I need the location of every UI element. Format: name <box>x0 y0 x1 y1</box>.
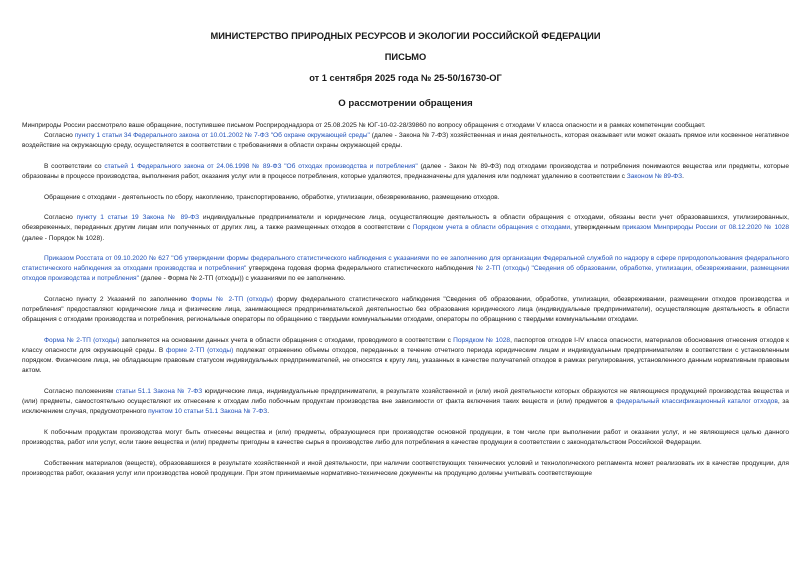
legal-reference-link[interactable]: пункту 1 статьи 19 Закона № 89-ФЗ <box>76 214 200 222</box>
legal-reference-link[interactable]: пунктом 10 статьи 51.1 Закона № 7-ФЗ <box>148 408 268 416</box>
paragraph-text: , паспортов отходов I-IV класса опасности, материалов обоснования отнесения отходов к классу опасности для окружающей среды. В <box>22 336 790 355</box>
body-paragraph <box>22 459 789 479</box>
paragraph-text: форму федерального статистического наблюдения "Сведения об образовании, обработке, утилизации, обезвреживании, размещении отходов производства и потребления" предоставляют юридические лица и физические лица, занимающиеся предпринимательской деятельностью без образования юридического лица (индивидуальные предприниматели), осуществляющие деятельность в области обращения с отходами производства и потребления, региональные операторы по обращению с твердыми коммунальными отходами, операторы по обращению с твердыми коммунальными отходами. <box>22 295 789 324</box>
body-paragraph <box>22 254 789 285</box>
legal-reference-link[interactable]: пункту 1 статьи 34 Федерального закона от 10.01.2002 № 7-ФЗ "Об охране окружающей среды" <box>74 132 370 140</box>
document-date-number: от 1 сентября 2025 года № 25-50/16730-ОГ <box>309 73 502 83</box>
legal-reference-link[interactable]: федеральный классификационный каталог отходов <box>616 398 778 406</box>
legal-reference-link[interactable]: Порядком № 1028 <box>453 336 511 344</box>
paragraph-text: (далее - Закон № 89-ФЗ) под отходами производства и потребления понимаются вещества или предметы, которые образованы в процессе производства, выполнения работ, оказания услуг или в процессе потребления, которые удаляются, предназначены для удаления или подлежат удалению в соответствии с <box>22 162 789 181</box>
legal-reference-link[interactable]: Приказом Росстата от 09.10.2020 № 627 "Об утверждении формы федерального статистического наблюдения с указаниями по ее заполнению для организации Федеральной службой по надзору в сфере природопользования федерального статистического наблюдения за отходами производства и потребления" <box>22 255 789 273</box>
legal-reference-link[interactable]: Порядком учета в области обращения с отходами <box>412 224 571 232</box>
paragraph-text: , утвержденным <box>570 224 623 232</box>
paragraph-text: утверждена годовая форма федерального статистического наблюдения <box>246 265 476 273</box>
paragraph-text: Собственник материалов (веществ), образовавшихся в результате хозяйственной и иной деятельности, при наличии соответствующих технических условий и технологического регламента может реализовать их в качестве продукции, для производства работ, оказания услуг или производства новой продукции. При этом принимаемые нормативно-технические документы на продукцию должны учитывать соответствующие <box>22 459 789 477</box>
paragraph-text: , за исключением случая, предусмотренного <box>22 398 789 416</box>
legal-reference-link[interactable]: приказом Минприроды России от 08.12.2020 № 1028 <box>622 224 789 232</box>
paragraph-text: подлежат отражению объемы отходов, переданных в течение отчетного периода юридическим лицам и индивидуальным предпринимателям в соответствии с установленным порядком. Физические лица, не обладающие правовым статусом индивидуальных предпринимателей, не относятся к кругу лиц, указанных в качестве получателей отходов в рамках регулирования, установленного данным нормативным правовым актом. <box>22 347 789 375</box>
document-body <box>22 121 789 479</box>
paragraph-text: Согласно <box>44 132 75 140</box>
legal-reference-link[interactable]: статьей 1 Федерального закона от 24.06.1998 № 89-ФЗ "Об отходах производства и потребления" <box>104 162 418 170</box>
body-paragraph <box>22 131 789 151</box>
body-paragraph <box>22 336 789 377</box>
paragraph-text: . <box>682 173 685 181</box>
paragraph-text: Согласно пункту 2 Указаний по заполнению <box>44 295 191 303</box>
document-subject: О рассмотрении обращения <box>338 98 473 109</box>
paragraph-text: (далее - Форма № 2-ТП (отходы)) с указаниями по ее заполнению. <box>138 275 346 283</box>
paragraph-text: Обращение с отходами - деятельность по сбору, накоплению, транспортированию, обработке, утилизации, обезвреживанию, размещению отходов. <box>44 193 500 201</box>
body-paragraph <box>22 428 789 448</box>
paragraph-text: (далее - Порядок № 1028). <box>22 234 105 242</box>
body-paragraph <box>22 213 789 244</box>
paragraph-text: Согласно положениям <box>44 387 116 395</box>
paragraph-text: В соответствии со <box>44 162 105 170</box>
paragraph-text: заполняется на основании данных учета в области обращения с отходами, проводимого в соответствии с <box>119 336 454 344</box>
paragraph-text: . <box>267 408 270 416</box>
paragraph-text: юридические лица, индивидуальные предприниматели, в результате хозяйственной и (или) иной деятельности которых образуются не являющиеся продукцией производства вещества и (или) предметы, самостоятельно осуществляют их отнесение к отходам либо побочным продуктам производства вне зависимости от факта включения таких веществ и (или) предметов в <box>22 387 789 406</box>
paragraph-text: индивидуальные предприниматели и юридические лица, осуществляющие деятельность в области обращения с отходами, обязаны вести учет образовавшихся, утилизированных, обезвреженных, переданных другим лицам или полученных от других лиц, а также размещенных отходов в соответствии с <box>22 214 789 232</box>
paragraph-text: К побочным продуктам производства могут быть отнесены вещества и (или) предметы, образующиеся при производстве основной продукции, в том числе при выполнении работ и оказании услуг, и не являющиеся целью данного производства, работ или услуг, если такие вещества и (или) предметы пригодны в качестве сырья в производстве либо для потребления в качестве продукции в соответствии с законодательством Российской Федерации. <box>22 428 789 447</box>
paragraph-text: (далее - Закона № 7-ФЗ) хозяйственная и иная деятельность, которая оказывает или может оказать прямое или косвенное негативное воздействие на окружающую среду, осуществляется в соответствии с требованиями в области охраны окружающей среды. <box>22 132 789 150</box>
body-paragraph <box>22 387 789 418</box>
ministry-title: МИНИСТЕРСТВО ПРИРОДНЫХ РЕСУРСОВ И ЭКОЛОГИИ РОССИЙСКОЙ ФЕДЕРАЦИИ <box>210 31 601 41</box>
legal-reference-link[interactable]: форме 2-ТП (отходы) <box>166 347 234 355</box>
legal-reference-link[interactable]: Законом № 89-ФЗ <box>626 173 683 181</box>
paragraph-text: Согласно <box>44 214 77 222</box>
legal-reference-link[interactable]: статьи 51.1 Закона № 7-ФЗ <box>115 387 203 395</box>
body-paragraph <box>22 121 789 131</box>
body-paragraph <box>22 295 789 326</box>
paragraph-text: Минприроды России рассмотрело ваше обращение, поступившее письмом Росприроднадзора от 25.08.2025 № ЮГ-10-02-28/39860 по вопросу обращения с отходами V класса опасности и в рамках компетенции сообщает. <box>22 122 706 129</box>
body-paragraph <box>22 162 789 182</box>
legal-reference-link[interactable]: Форма № 2-ТП (отходы) <box>44 336 120 344</box>
legal-reference-link[interactable]: Формы № 2-ТП (отходы) <box>190 295 274 303</box>
document-type: ПИСЬМО <box>384 52 427 62</box>
legal-reference-link[interactable]: № 2-ТП (отходы) "Сведения об образовании, обработке, утилизации, обезвреживании, размещении отходов производства и потребления" <box>22 265 789 283</box>
body-paragraph <box>22 193 789 203</box>
